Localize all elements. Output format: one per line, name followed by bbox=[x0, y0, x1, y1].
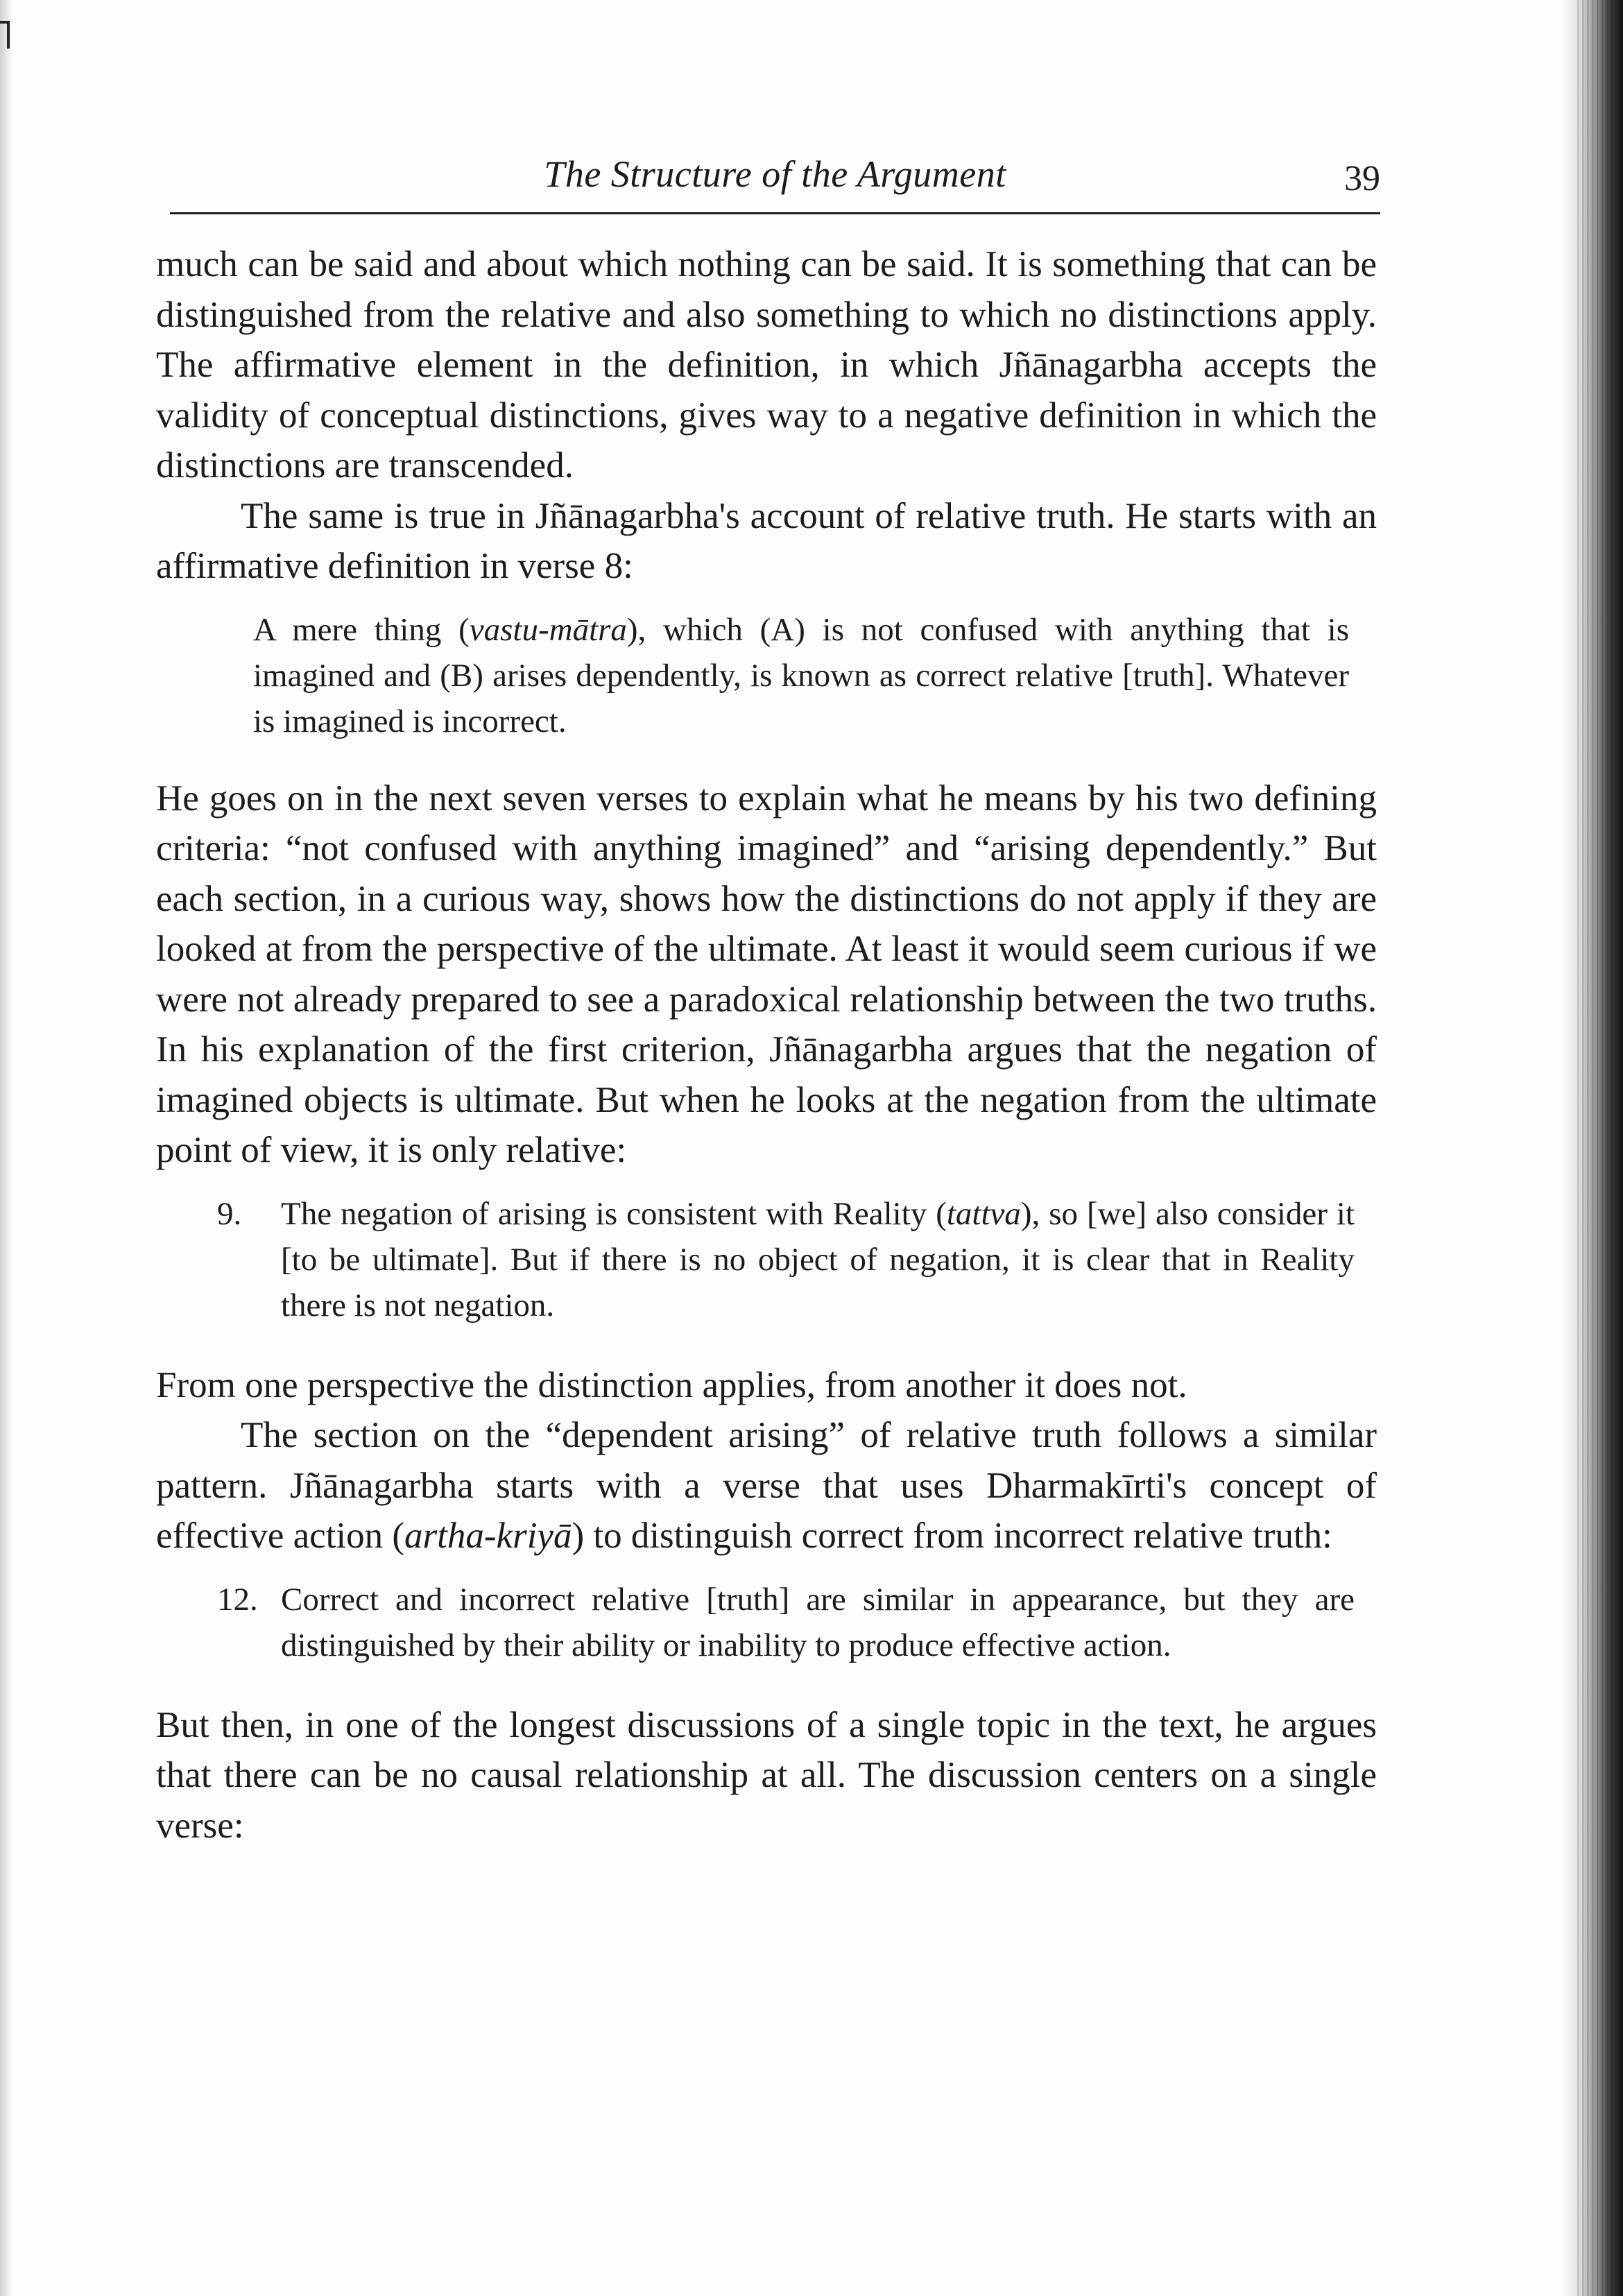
verse-8-text-b: ), which (A) is not confused with anything that is imagined and (B) arises dependently, is known as correct relative [truth]. Whatever is imagined is incorrect. bbox=[253, 611, 1349, 739]
crop-mark bbox=[0, 21, 10, 49]
verse-9-text bbox=[281, 1191, 1355, 1328]
block-quote-verse-12 bbox=[217, 1577, 1355, 1668]
header-rule bbox=[170, 212, 1380, 214]
paragraph-3: He goes on in the next seven verses to explain what he means by his two defining criteria: “not confused with anything imagined” and “arising dependently.” But each section, in a curious way, shows how the distinctions do not apply if they are looked at from the perspective of the ultimate. At least it would seem curious if we were not already prepared to see a paradoxical relationship between the two truths. In his explanation of the first criterion, Jñānagarbha argues that the negation of imagined objects is ultimate. But when he looks at the negation from the ultimate point of view, it is only relative: bbox=[156, 778, 1377, 1170]
paragraph-2: The same is true in Jñānagarbha's account of relative truth. He starts with an affirmative definition in verse 8: bbox=[156, 495, 1377, 586]
paragraph-5-term: artha-kriyā bbox=[404, 1516, 572, 1556]
paragraph-6: But then, in one of the longest discussions of a single topic in the text, he argues that there can be no causal relationship at all. The discussion centers on a single verse: bbox=[156, 1704, 1377, 1846]
block-quote-verse-9 bbox=[217, 1191, 1355, 1328]
paragraph-4: From one perspective the distinction applies, from another it does not. bbox=[156, 1364, 1187, 1405]
page-number: 39 bbox=[1344, 159, 1380, 198]
page-body bbox=[156, 239, 1377, 1851]
verse-12-number: 12. bbox=[217, 1581, 258, 1618]
page-left-edge-shadow bbox=[0, 0, 12, 2296]
paragraph-5-text-a: The section on the “dependent arising” of relative truth follows a similar pattern. Jñānagarbha starts with a verse that uses Dharmakīrti's concept of effective action ( bbox=[156, 1415, 1377, 1556]
verse-9-number: 9. bbox=[217, 1195, 242, 1232]
paragraph-1: much can be said and about which nothing can be said. It is something that can be distinguished from the relative and also something to which no distinctions apply. The affirmative element in the definition, in which Jñānagarbha accepts the validity of conceptual distinctions, gives way to a negative definition in which the distinctions are transcended. bbox=[156, 244, 1377, 486]
paragraph-5-text-b: ) to distinguish correct from incorrect relative truth: bbox=[572, 1516, 1332, 1556]
block-quote-verse-8 bbox=[253, 607, 1349, 744]
verse-12-text: Correct and incorrect relative [truth] are similar in appearance, but they are distinguished by their ability or inability to produce effective action. bbox=[281, 1581, 1355, 1663]
page-header bbox=[170, 146, 1380, 222]
paragraph-5 bbox=[156, 1410, 1377, 1561]
verse-8-term: vastu-mātra bbox=[469, 611, 627, 648]
verse-9-term: tattva bbox=[946, 1195, 1021, 1232]
binding-page-edges bbox=[1574, 0, 1616, 2296]
running-head: The Structure of the Argument bbox=[544, 153, 1006, 195]
verse-9-text-b: ), so [we] also consider it [to be ultimate]. But if there is no object of negation, it is clear that in Reality there is not negation. bbox=[281, 1195, 1355, 1323]
verse-9-text-a: The negation of arising is consistent with Reality ( bbox=[281, 1195, 947, 1232]
verse-8-text-a: A mere thing ( bbox=[253, 611, 470, 648]
